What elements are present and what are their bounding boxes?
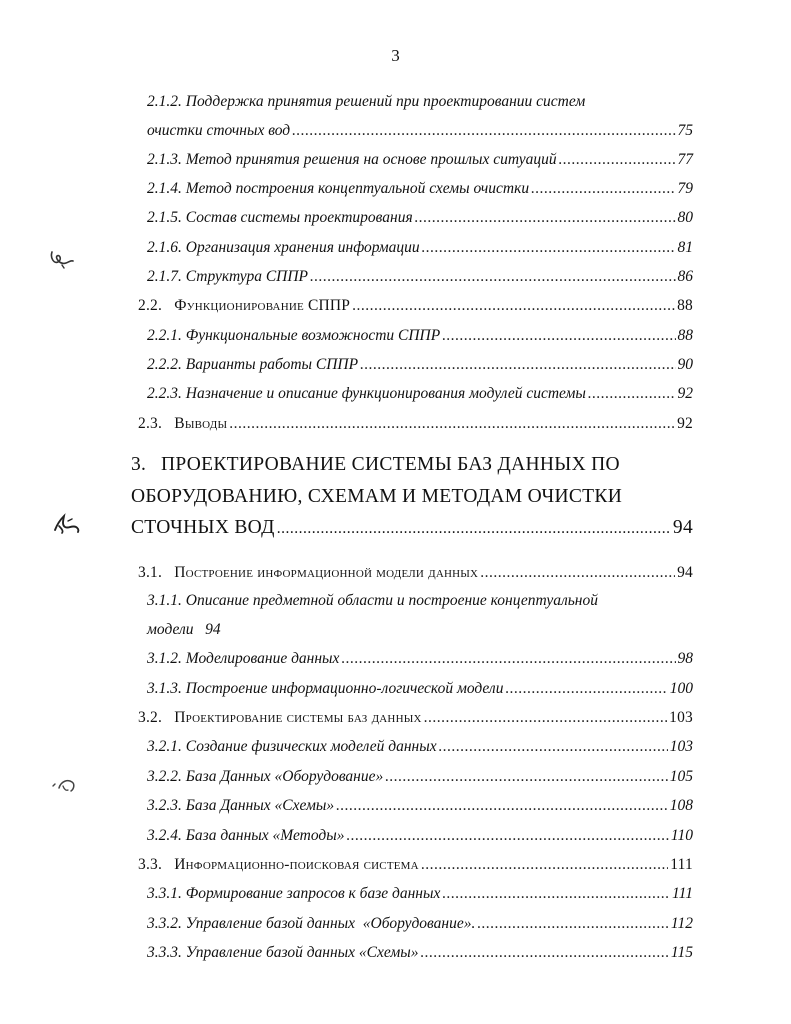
toc-label: 2.1.5. Состав системы проектирования: [147, 209, 413, 226]
toc-entry-2-1-2-cont[interactable]: [147, 121, 693, 141]
toc-label: 2.3. Выводы: [138, 415, 228, 432]
chapter-title-line1: ПРОЕКТИРОВАНИЕ СИСТЕМЫ БАЗ ДАННЫХ ПО: [161, 454, 620, 475]
toc-label: 3.2. Проектирование системы баз данных: [138, 709, 422, 726]
toc-entry-3-3-1[interactable]: [147, 884, 693, 904]
toc-leader: [559, 150, 676, 170]
toc-leader: [588, 384, 676, 404]
toc-entry-2-1-3[interactable]: [147, 150, 693, 170]
toc-leader: [310, 267, 675, 287]
toc-leader: [292, 121, 675, 141]
toc-label: 3.1. Построение информационной модели данных: [138, 564, 479, 581]
toc-label: 3.3. Информационно-поисковая система: [138, 856, 419, 873]
toc-label: 2.1.3. Метод принятия решения на основе прошлых ситуаций: [147, 151, 557, 168]
toc-leader: [480, 563, 675, 583]
toc-label: 2.2.2. Варианты работы СППР: [147, 356, 359, 373]
toc-entry-3-2[interactable]: [138, 708, 693, 728]
toc-entry-2-2[interactable]: [138, 296, 693, 316]
toc-page: 92: [677, 385, 693, 402]
toc-leader: [442, 884, 670, 904]
toc-entry-3-3-3[interactable]: [147, 943, 693, 963]
toc-entry-3-3[interactable]: [138, 855, 693, 875]
toc-page: 94: [677, 564, 693, 581]
toc-entry-2-2-2[interactable]: [147, 355, 693, 375]
toc-entry-2-3[interactable]: [138, 414, 693, 434]
toc-leader: [422, 238, 676, 258]
chapter-3-line1[interactable]: [131, 453, 620, 477]
toc-label: 3.1.3. Построение информационно-логической модели: [147, 680, 504, 697]
toc-label: 2.1.7. Структура СППР: [147, 268, 309, 285]
toc-leader: [439, 737, 668, 757]
toc-page: 75: [677, 122, 693, 139]
toc-label: 2.2. Функционирование СППР: [138, 297, 351, 314]
toc-page: 98: [677, 650, 693, 667]
toc-label: 2.1.4. Метод построения концептуальной схемы очистки: [147, 180, 530, 197]
margin-scribble-mark-3: [50, 776, 80, 796]
chapter-3-line3[interactable]: [131, 516, 693, 541]
margin-scribble-mark-1: [48, 248, 76, 270]
toc-leader: [442, 326, 675, 346]
toc-entry-3-1-2[interactable]: [147, 649, 693, 669]
toc-entry-2-1-7[interactable]: [147, 267, 693, 287]
toc-label: 3.3.2. Управление базой данных «Оборудование».: [147, 915, 476, 932]
toc-leader: [531, 179, 675, 199]
page-number: 3: [391, 46, 400, 65]
toc-entry-2-1-2: 2.1.2. Поддержка принятия решений при проектировании систем: [147, 93, 586, 110]
toc-label: 2.2.1. Функциональные возможности СППР: [147, 327, 441, 344]
toc-page: 111: [670, 856, 693, 873]
toc-page: 111: [672, 885, 693, 902]
toc-entry-2-2-1[interactable]: [147, 326, 693, 346]
toc-leader: [360, 355, 675, 375]
toc-leader: [336, 796, 668, 816]
toc-page: 103: [669, 709, 693, 726]
toc-entry-2-1-4[interactable]: [147, 179, 693, 199]
toc-page: 79: [677, 180, 693, 197]
toc-page: 88: [677, 327, 693, 344]
toc-entry-2-2-3[interactable]: [147, 384, 693, 404]
toc-page: 77: [677, 151, 693, 168]
toc-page: 100: [669, 680, 693, 697]
toc-page: 81: [677, 239, 693, 256]
chapter-3-line2: ОБОРУДОВАНИЮ, СХЕМАМ И МЕТОДАМ ОЧИСТКИ: [131, 486, 623, 507]
toc-label: 2.2.3. Назначение и описание функционирования модулей системы: [147, 385, 586, 402]
toc-entry-3-2-3[interactable]: [147, 796, 693, 816]
toc-leader: [424, 708, 667, 728]
toc-leader: [505, 679, 667, 699]
toc-entry-3-2-1[interactable]: [147, 737, 693, 757]
toc-page: 105: [669, 768, 693, 785]
chapter-number: 3.: [131, 454, 147, 475]
toc-page: 86: [677, 268, 693, 285]
toc-entry-2-1-5[interactable]: [147, 208, 693, 228]
toc-leader: [385, 767, 667, 787]
toc-entry-3-2-2[interactable]: [147, 767, 693, 787]
toc-label: 3.2.1. Создание физических моделей данных: [147, 738, 437, 755]
toc-page: 110: [670, 827, 693, 844]
toc-leader: [415, 208, 676, 228]
toc-entry-3-1-1-cont[interactable]: модели 94: [147, 621, 221, 638]
toc-leader: [477, 914, 669, 934]
toc-leader: [421, 943, 669, 963]
margin-scribble-mark-2: [50, 512, 82, 536]
toc-page: 115: [670, 944, 693, 961]
toc-leader: [346, 826, 668, 846]
toc-leader: [341, 649, 675, 669]
toc-page: 88: [677, 297, 693, 314]
toc-page: 108: [669, 797, 693, 814]
toc-leader: [229, 414, 675, 434]
chapter-title-line3: СТОЧНЫХ ВОД: [131, 517, 275, 538]
toc-page: 112: [670, 915, 693, 932]
toc-page: 90: [677, 356, 693, 373]
toc-leader: [421, 855, 668, 875]
toc-entry-3-1-3[interactable]: [147, 679, 693, 699]
toc-leader: [277, 517, 671, 541]
toc-page: 80: [677, 209, 693, 226]
toc-leader: [352, 296, 675, 316]
toc-page: 103: [669, 738, 693, 755]
toc-label: 2.1.6. Организация хранения информации: [147, 239, 420, 256]
toc-entry-2-1-6[interactable]: [147, 238, 693, 258]
toc-label: 3.2.4. База данных «Методы»: [147, 827, 345, 844]
toc-label: 3.2.3. База Данных «Схемы»: [147, 797, 335, 814]
toc-label: 3.3.1. Формирование запросов к базе данных: [147, 885, 441, 902]
toc-page: 94: [672, 517, 693, 538]
toc-page: 92: [677, 415, 693, 432]
toc-label: 3.2.2. База Данных «Оборудование»: [147, 768, 384, 785]
toc-entry-3-2-4[interactable]: [147, 826, 693, 846]
toc-entry-3-1[interactable]: [138, 563, 693, 583]
toc-entry-3-3-2[interactable]: [147, 914, 693, 934]
toc-label: 3.1.2. Моделирование данных: [147, 650, 340, 667]
toc-entry-3-1-1[interactable]: 3.1.1. Описание предметной области и построение концептуальной: [147, 592, 598, 609]
toc-label: 3.3.3. Управление базой данных «Схемы»: [147, 944, 419, 961]
toc-label: очистки сточных вод: [147, 122, 291, 139]
